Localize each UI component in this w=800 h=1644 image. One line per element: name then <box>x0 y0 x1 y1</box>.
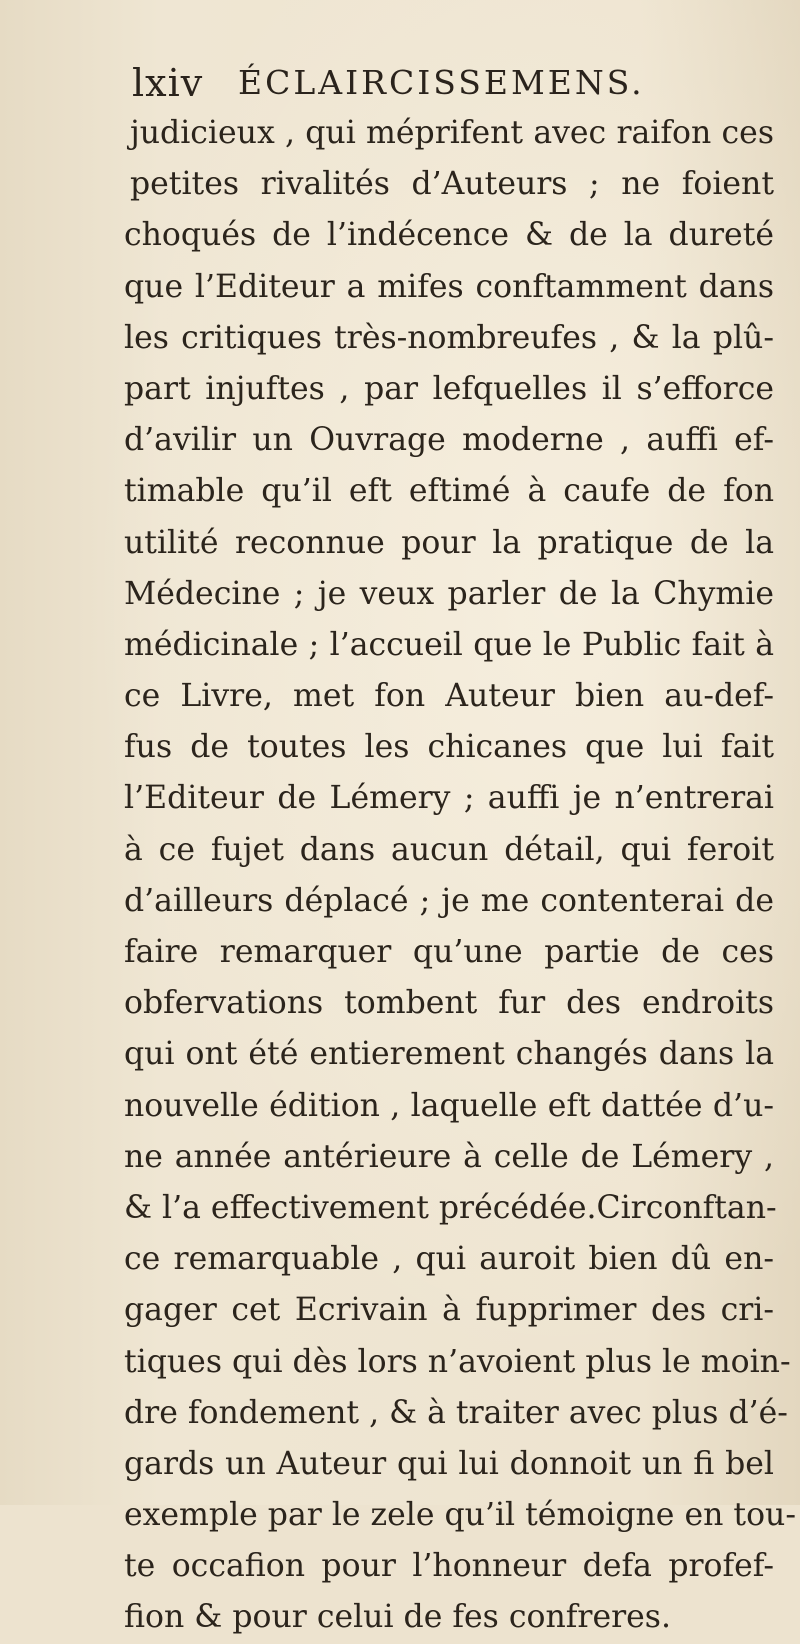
text-line: ce Livre, met fon Auteur bien au-def- <box>124 678 774 715</box>
text-line: d’ailleurs déplacé ; je me contenterai de <box>124 882 774 919</box>
text-line: te occafion pour l’honneur defa profef- <box>124 1548 774 1585</box>
text-line: fus de toutes les chicanes que lui fait <box>124 729 774 766</box>
body-text <box>124 108 796 1644</box>
text-line: judicieux , qui méprifent avec raifon ces <box>130 115 774 151</box>
text-line: que l’Editeur a mifes conftamment dans <box>124 268 774 305</box>
text-line: à ce fujet dans aucun détail, qui feroit <box>124 831 774 868</box>
text-line: gager cet Ecrivain à fupprimer des cri- <box>124 1292 774 1329</box>
page-header <box>118 58 678 108</box>
page-number: lxiv <box>132 61 204 105</box>
text-line: obfervations tombent fur des endroits <box>124 985 774 1022</box>
text-line: Médecine ; je veux parler de la Chymie <box>124 575 774 612</box>
text-line: d’avilir un Ouvrage moderne , auffi ef- <box>124 422 774 459</box>
text-line: dre fondement , & à traiter avec plus d’é- <box>124 1394 788 1431</box>
text-line: nouvelle édition , laquelle eft dattée d’u- <box>124 1087 774 1124</box>
text-line: les critiques très-nombreufes , & la plû- <box>124 319 774 356</box>
text-line: gards un Auteur qui lui donnoit un fi bel <box>124 1445 774 1482</box>
text-line: petites rivalités d’Auteurs ; ne foient <box>130 166 774 203</box>
text-line: part injuftes , par lefquelles il s’efforce <box>124 370 774 407</box>
text-line: l’Editeur de Lémery ; auffi je n’entrerai <box>124 780 774 817</box>
text-line: ne année antérieure à celle de Lémery , <box>124 1138 774 1175</box>
running-title: ÉCLAIRCISSEMENS. <box>238 63 645 102</box>
text-line: tiques qui dès lors n’avoient plus le moin- <box>124 1343 791 1380</box>
text-line: médicinale ; l’accueil que le Public fait à <box>124 626 774 663</box>
text-line: utilité reconnue pour la pratique de la <box>124 524 774 561</box>
text-line: ce remarquable , qui auroit bien dû en- <box>124 1241 774 1278</box>
text-line: fion & pour celui de fes confreres. <box>124 1599 671 1636</box>
text-line: qui ont été entierement changés dans la <box>124 1036 774 1073</box>
text-line: & l’a effectivement précédée.Circonftan- <box>124 1189 777 1226</box>
text-line: exemple par le zele qu’il témoigne en tou- <box>124 1497 796 1534</box>
text-line: timable qu’il eft eftimé à caufe de fon <box>124 473 774 510</box>
text-line: faire remarquer qu’une partie de ces <box>124 934 774 970</box>
text-line: choqués de l’indécence & de la dureté <box>124 217 774 254</box>
